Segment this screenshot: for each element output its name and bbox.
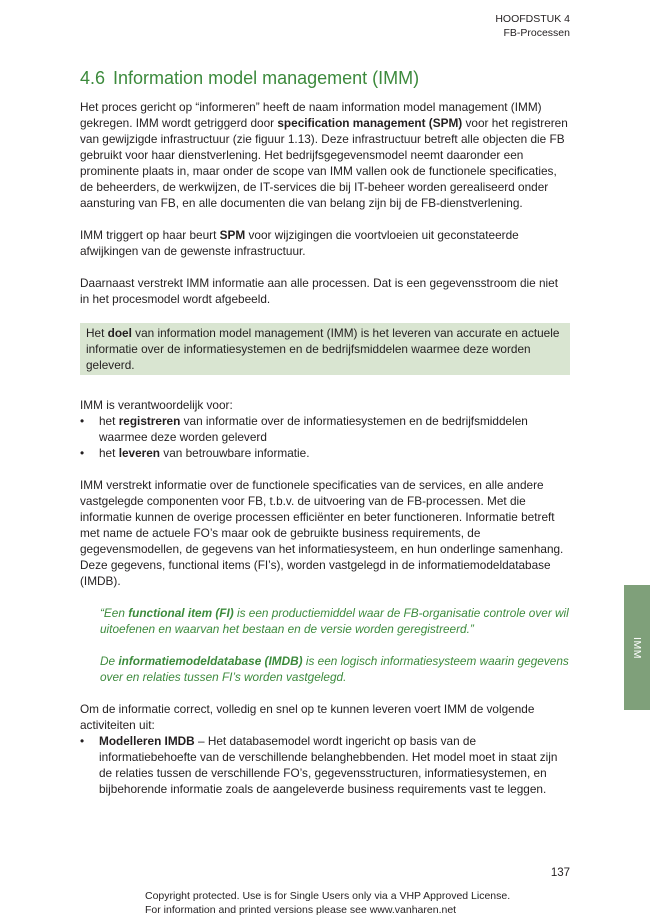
section-label: FB-Processen (503, 27, 570, 39)
text-run: is een logisch informatiesysteem waarin gegevens over en relaties tussen FI’s worden vastgelegd. (100, 654, 569, 684)
bold-term: specification management (SPM) (277, 116, 463, 130)
section-title-text: Information model management (IMM) (113, 68, 420, 88)
text-run: De (100, 654, 119, 668)
text-run: is een productiemiddel waar de FB-organisatie controle over wil uitoefenen en waarvan het bestaan en de versie worden geregistreerd.” (100, 606, 569, 636)
specification-paragraph: IMM verstrekt informatie over de functionele specificaties van de services, en alle andere vastgelegde componenten voor FB, t.b.v. de uitvoering van de FB-processen. Met die informatie kunnen de overige processen efficiënter en beter functioneren. Informatie betreft met name de actuele FO’s maar ook de gebruikte business requirements, de gegevensmodellen, de gegevens van het informatiesysteem, en hun onderlinge samenhang. Deze gegevens, functional items (FI’s), worden vastgelegd in de informatiemodeldatabase (IMDB). (80, 478, 564, 588)
intro-paragraph (80, 99, 570, 211)
chapter-side-tab (624, 585, 650, 710)
trigger-paragraph (80, 227, 570, 259)
bullet-mark: • (80, 446, 85, 460)
section-number: 4.6 (80, 68, 106, 88)
copyright-footer (145, 889, 510, 917)
bullet-mark: • (80, 734, 85, 748)
text-run: “Een (100, 606, 129, 620)
list-item (80, 413, 570, 445)
definition-functional-item (100, 605, 570, 637)
activities-intro: Om de informatie correct, volledig en snel op te kunnen leveren voert IMM de volgende activiteiten uit: (80, 702, 535, 732)
text-run: Het proces gericht op “informeren” heeft de naam information model management (IMM) gekregen. IMM wordt getriggerd door (80, 100, 542, 130)
activities-list (80, 733, 570, 797)
bold-term: doel (107, 326, 132, 340)
text-run: voor wijzigingen die voortvloeien uit geconstateerde afwijkingen van de gewenste infrastructuur. (80, 228, 519, 258)
list-item (80, 445, 570, 461)
running-header (495, 12, 570, 40)
text-run: het (99, 446, 119, 460)
text-run: IMM triggert op haar beurt (80, 228, 220, 242)
bold-term: functional item (FI) (128, 606, 234, 620)
bullet-mark: • (80, 414, 85, 428)
definition-imdb (100, 653, 570, 685)
page-number: 137 (550, 867, 570, 879)
text-run: – Het databasemodel wordt ingericht op basis van de informatiebehoefte van de verschillende belanghebbenden. Het model moet in staat zijn de relaties tussen de verschillende FO’s, gegevensstructuren, informatiesystemen, en bijbehorende informatie zoals de aangeleverde business requirements vast te leggen. (99, 734, 558, 796)
responsibility-list (80, 413, 570, 461)
bold-term: informatiemodeldatabase (IMDB) (118, 654, 303, 668)
bold-term: SPM (219, 228, 246, 242)
side-tab-label: IMM (631, 636, 643, 659)
section-title (80, 67, 580, 89)
list-item (80, 733, 570, 797)
copyright-line: Copyright protected. Use is for Single Users only via a VHP Approved License. (145, 890, 511, 902)
chapter-label: HOOFDSTUK 4 (495, 13, 570, 25)
responsibility-intro: IMM is verantwoordelijk voor: (80, 398, 233, 412)
text-run: van informatie over de informatiesystemen en de bedrijfsmiddelen waarmee deze worden geleverd (99, 414, 528, 444)
goal-box (80, 323, 570, 375)
text-run: voor het registreren van gewijzigde infrastructuur (zie figuur 1.13). Deze infrastructuur betreft alle objecten die FB gebruikt voor haar dienstverlening. Het bedrijfsgegevensmodel neemt daaronder een prominente plaats in, maar onder de scope van IMM vallen ook de functionele specificaties, de beheerders, de werkwijzen, de IT-services die bij IT-beheer worden gerealiseerd onder aansturing van FB, en alle documenten die van belang zijn bij de FB-dienstverlening. (80, 116, 568, 210)
bold-term: Modelleren IMDB (99, 734, 195, 748)
bold-term: registreren (118, 414, 181, 428)
text-run: van information model management (IMM) is het leveren van accurate en actuele informatie over de informatiesystemen en de bedrijfsmiddelen waarmee deze worden geleverd. (86, 326, 560, 372)
text-run: van betrouwbare informatie. (160, 446, 310, 460)
body-text (80, 99, 570, 813)
text-run: het (99, 414, 119, 428)
website-line: For information and printed versions please see www.vanharen.net (145, 904, 457, 916)
information-paragraph: Daarnaast verstrekt IMM informatie aan alle processen. Dat is een gegevensstroom die niet in het procesmodel wordt afgebeeld. (80, 276, 559, 306)
bold-term: leveren (118, 446, 161, 460)
text-run: Het (86, 326, 108, 340)
